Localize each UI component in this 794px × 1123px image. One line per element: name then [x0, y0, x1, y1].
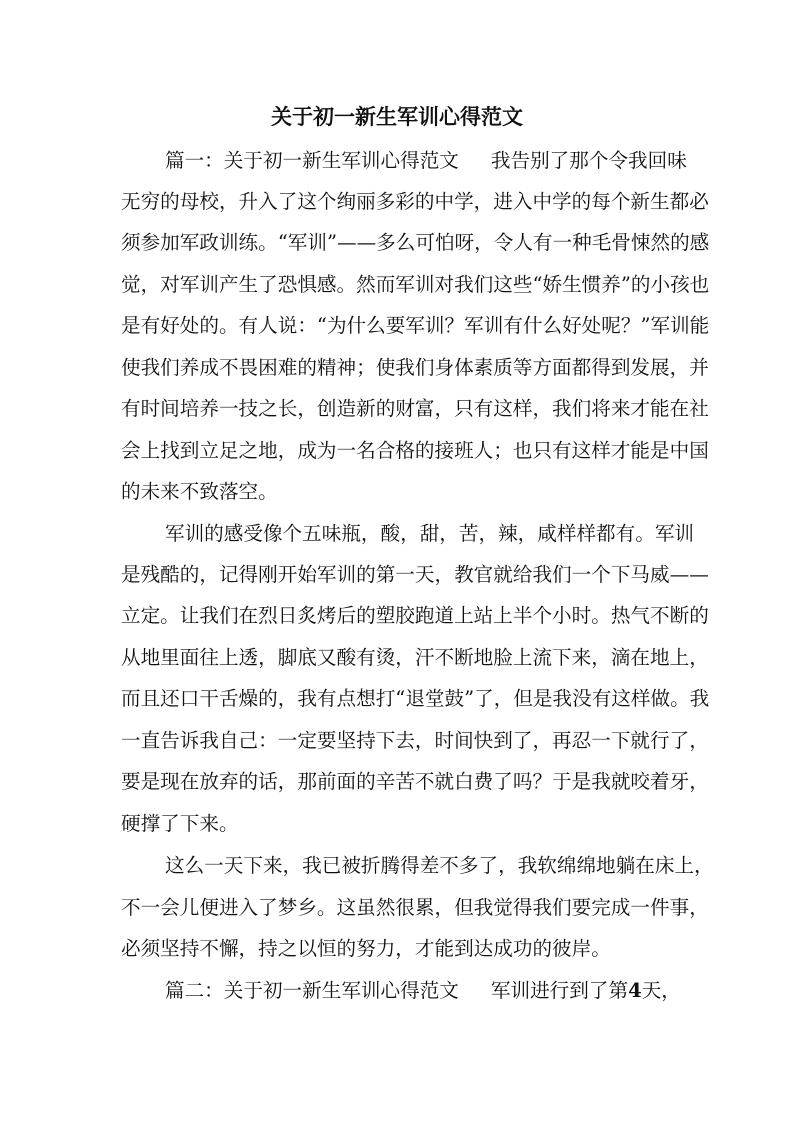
paragraph-line: 使我们养成不畏困难的精神；使我们身体素质等方面都得到发展，并	[121, 356, 709, 379]
paragraph-line: 硬撑了下来。	[121, 812, 239, 835]
paragraph-line: 是残酷的，记得刚开始军训的第一天，教官就给我们一个下马威——	[121, 563, 709, 586]
paragraph-line: 要是现在放弃的话，那前面的辛苦不就白费了吗？于是我就咬着牙，	[121, 770, 709, 793]
paragraph-line: 立定。让我们在烈日炙烤后的塑胶跑道上站上半个小时。热气不断的	[121, 604, 709, 627]
paragraph-line: 从地里面往上透，脚底又酸有烫，汗不断地脸上流下来，滴在地上，	[121, 646, 709, 669]
paragraph-line: 是有好处的。有人说：“为什么要军训？军训有什么好处呢？”军训能	[121, 314, 710, 337]
paragraph-line: 觉，对军训产生了恐惧感。然而军训对我们这些“娇生惯养”的小孩也	[121, 273, 710, 296]
paragraph-line: 无穷的母校，升入了这个绚丽多彩的中学，进入中学的每个新生都必	[121, 190, 709, 213]
paragraph-first-line: 军训的感受像个五味瓶，酸，甜，苦，辣，咸样样都有。军训	[165, 522, 695, 545]
paragraph-line: 有时间培养一技之长，创造新的财富，只有这样，我们将来才能在社	[121, 397, 709, 420]
paragraph-line: 而且还口干舌燥的，我有点想打“退堂鼓”了，但是我没有这样做。我	[121, 687, 710, 710]
section1-heading: 篇一：关于初一新生军训心得范文	[165, 149, 459, 172]
section1-first-line	[165, 146, 687, 176]
paragraph-line: 须参加军政训练。“军训”——多么可怕呀，令人有一种毛骨悚然的感	[121, 231, 710, 254]
paragraph-line: 一直告诉我自己：一定要坚持下去，时间快到了，再忍一下就行了，	[121, 729, 709, 752]
paragraph-first-line: 这么一天下来，我已被折腾得差不多了，我软绵绵地躺在床上，	[165, 854, 714, 877]
paragraph-line: 不一会儿便进入了梦乡。这虽然很累，但我觉得我们要完成一件事，	[121, 896, 709, 919]
section2-heading: 篇二：关于初一新生军训心得范文	[165, 979, 459, 1002]
paragraph-text: 军训进行到了第	[490, 979, 629, 1002]
paragraph-line: 必须坚持不懈，持之以恒的努力，才能到达成功的彼岸。	[121, 937, 611, 960]
paragraph-line: 的未来不致落空。	[121, 480, 278, 503]
document-title: 关于初一新生军训心得范文	[271, 104, 523, 129]
paragraph-text: 天，	[641, 979, 681, 1002]
section2-first-line	[165, 976, 681, 1006]
paragraph-line: 会上找到立足之地，成为一名合格的接班人；也只有这样才能是中国	[121, 439, 709, 462]
paragraph-text: 我告别了那个令我回味	[490, 149, 687, 172]
day-number: 4	[628, 979, 642, 1002]
